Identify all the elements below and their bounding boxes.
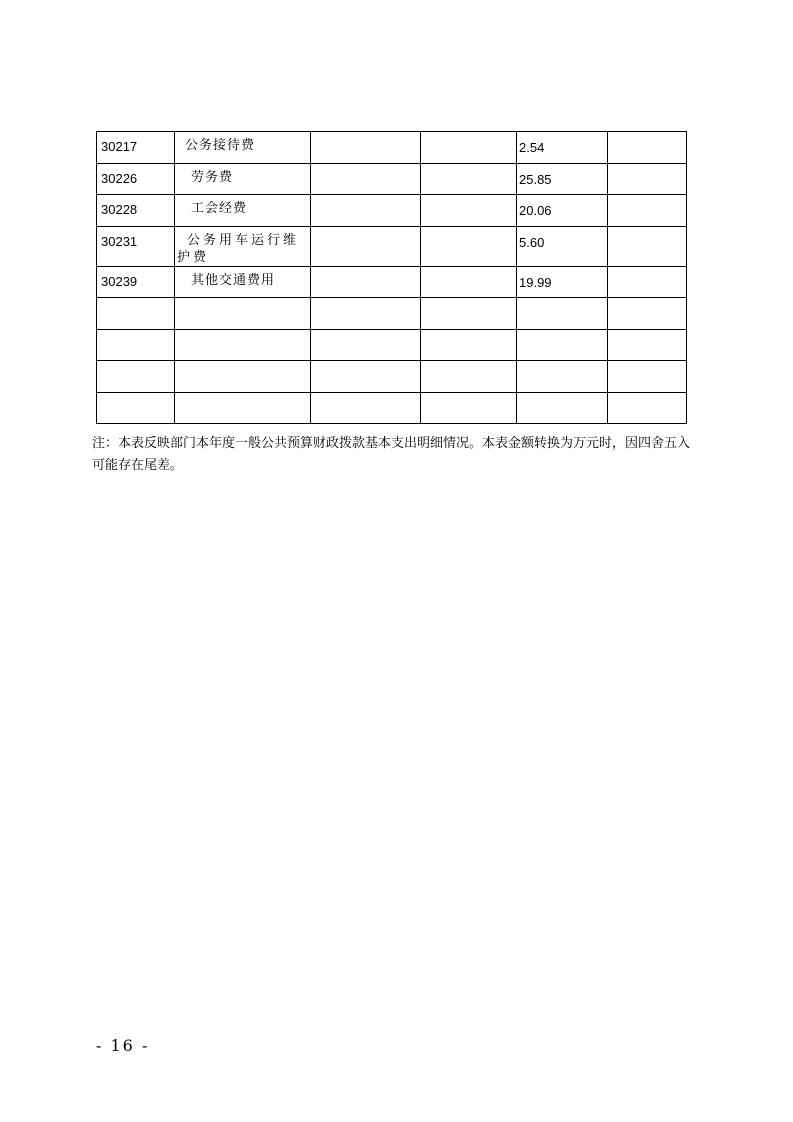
economic-code-cell: 30228 <box>97 195 175 227</box>
table-cell <box>421 195 517 227</box>
table-cell <box>311 392 421 424</box>
economic-code-cell: 30217 <box>97 132 175 164</box>
table-cell <box>608 329 687 361</box>
table-cell <box>311 298 421 330</box>
table-cell <box>311 226 421 266</box>
table-cell <box>608 195 687 227</box>
economic-code-cell: 30226 <box>97 163 175 195</box>
table-cell <box>608 132 687 164</box>
table-cell <box>421 361 517 393</box>
table-cell <box>421 392 517 424</box>
economic-code-cell: 30239 <box>97 266 175 298</box>
amount-cell: 19.99 <box>517 266 608 298</box>
item-name-cell: 其他交通费用 <box>175 266 311 298</box>
table-footnote: 注：本表反映部门本年度一般公共预算财政拨款基本支出明细情况。本表金额转换为万元时，因四舍五入可能存在尾差。 <box>92 436 691 473</box>
table-row <box>97 298 687 330</box>
amount-cell: 5.60 <box>517 226 608 266</box>
table-cell <box>311 163 421 195</box>
table-row <box>97 361 687 393</box>
table-cell <box>175 298 311 330</box>
table-cell <box>97 329 175 361</box>
item-name-cell: 公务接待费 <box>175 132 311 164</box>
table-cell <box>311 361 421 393</box>
table-cell <box>421 163 517 195</box>
table-cell <box>517 329 608 361</box>
table-cell <box>421 329 517 361</box>
item-name-cell: 公务用车运行维护费 <box>175 226 311 266</box>
table-row <box>97 392 687 424</box>
item-name-cell: 工会经费 <box>175 195 311 227</box>
table-cell <box>421 266 517 298</box>
table-cell <box>311 132 421 164</box>
table-cell <box>175 392 311 424</box>
table-cell <box>517 361 608 393</box>
table-cell <box>97 392 175 424</box>
table-cell <box>311 266 421 298</box>
table-cell <box>175 329 311 361</box>
budget-detail-table <box>96 131 687 424</box>
table-cell <box>608 226 687 266</box>
table-row <box>97 163 687 195</box>
table-cell <box>608 392 687 424</box>
table-cell <box>517 298 608 330</box>
table-cell <box>517 392 608 424</box>
table-cell <box>421 226 517 266</box>
table-row <box>97 132 687 164</box>
table-cell <box>175 361 311 393</box>
table-cell <box>97 361 175 393</box>
economic-code-cell: 30231 <box>97 226 175 266</box>
table-cell <box>97 298 175 330</box>
table-cell <box>608 266 687 298</box>
table-cell <box>421 298 517 330</box>
amount-cell: 20.06 <box>517 195 608 227</box>
table-row <box>97 195 687 227</box>
amount-cell: 25.85 <box>517 163 608 195</box>
page-number: - 16 - <box>96 1036 150 1055</box>
amount-cell: 2.54 <box>517 132 608 164</box>
table-cell <box>311 195 421 227</box>
table-cell <box>608 361 687 393</box>
table-row <box>97 226 687 266</box>
table-cell <box>608 298 687 330</box>
table-cell <box>608 163 687 195</box>
table-cell <box>311 329 421 361</box>
table-cell <box>421 132 517 164</box>
table-row <box>97 266 687 298</box>
item-name-cell: 劳务费 <box>175 163 311 195</box>
table-row <box>97 329 687 361</box>
